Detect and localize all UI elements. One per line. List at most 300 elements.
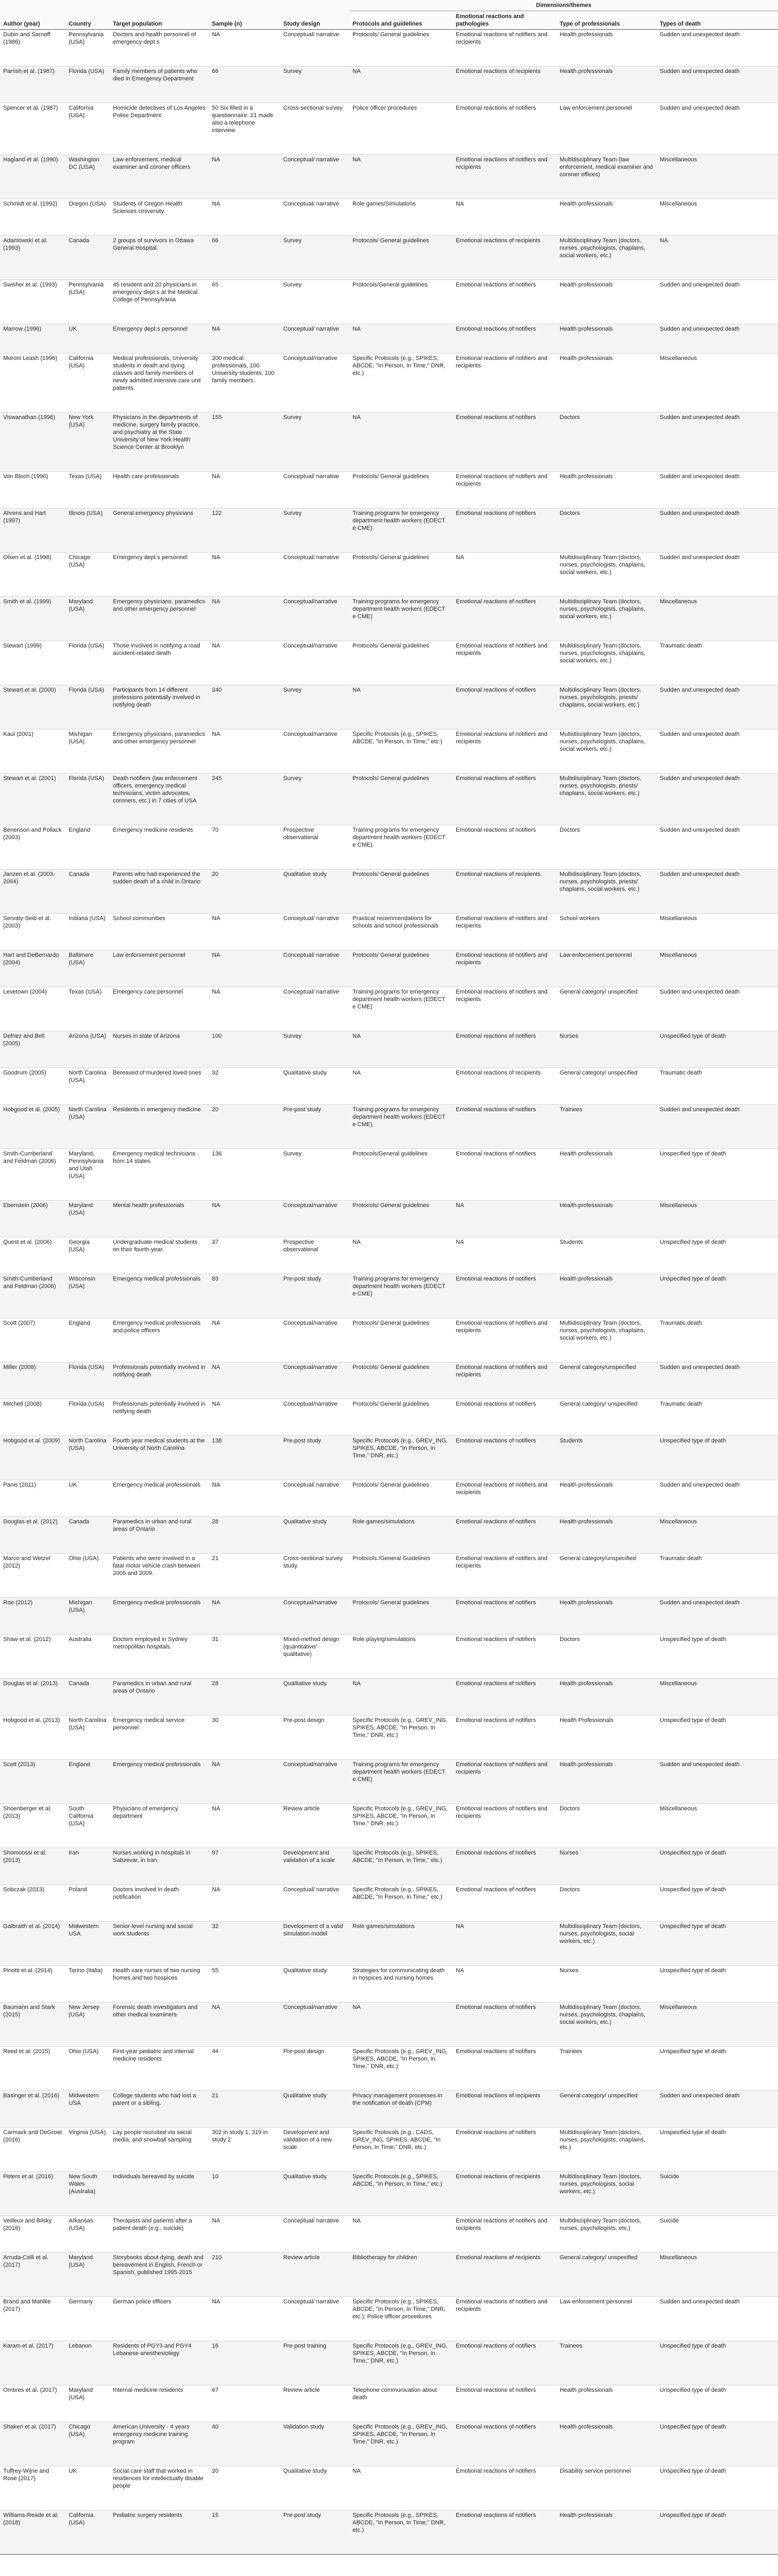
cell-protocols: NA xyxy=(349,155,453,199)
cell-protocols: Training programs for emergency department health workers (EDECT e CME) xyxy=(349,825,453,869)
cell-emotional: NA xyxy=(453,553,556,597)
cell-target-population: Health care nurses of two nursing homes and two hospices xyxy=(110,1966,209,2003)
cell-country: Maryland, Pennsylvania and Utah (USA) xyxy=(65,1149,110,1201)
cell-sample: NA xyxy=(209,914,280,950)
cell-country: New South Wales (Australia) xyxy=(65,2172,110,2216)
cell-death-type: Sudden and unexpected death xyxy=(657,413,778,472)
cell-country: Michigan (USA) xyxy=(65,1598,110,1635)
cell-professionals: Multidisciplinary Team (doctors, nurses, psychologists, chaplains, social workers, etc.) xyxy=(556,236,657,280)
cell-country: Georgia (USA) xyxy=(65,1237,110,1274)
cell-emotional: Emotional reactions of notifiers and recipients xyxy=(453,2216,556,2253)
cell-emotional: NA xyxy=(453,199,556,236)
cell-emotional: Emotional reactions of notifiers and recipients xyxy=(453,30,556,67)
cell-sample: 67 xyxy=(209,2385,280,2422)
cell-study-design: Review article xyxy=(280,2385,349,2422)
cell-sample: 28 xyxy=(209,1679,280,1716)
cell-death-type: Unspecified type of death xyxy=(657,2128,778,2172)
cell-professionals: Health professionals xyxy=(556,472,657,508)
cell-author: Marco and Wetzel (2012) xyxy=(0,1554,65,1598)
cell-professionals: Multidisciplinary Team (doctors, nurses, psychologists, chaplains, social workers, etc.) xyxy=(556,553,657,597)
cell-death-type: Sudden and unexpected death xyxy=(657,825,778,869)
cell-emotional: Emotional reactions of notifiers xyxy=(453,2003,556,2047)
cell-study-design: Survey xyxy=(280,774,349,825)
cell-study-design: Conceptual/ narrative xyxy=(280,1480,349,1517)
cell-sample: NA xyxy=(209,30,280,67)
cell-author: Miller (2008) xyxy=(0,1363,65,1399)
cell-emotional: Emotional reactions of notifiers and recipients xyxy=(453,155,556,199)
cell-protocols: Protocols /General Guidelines xyxy=(349,1554,453,1598)
table-row xyxy=(0,2216,778,2253)
cell-emotional: Emotional reactions of notifiers xyxy=(453,1149,556,1201)
table-row xyxy=(0,324,778,354)
cell-protocols: NA xyxy=(349,413,453,472)
cell-protocols: Specific Protocols (e.g., SPIKES, ABCDE, "In Person, In Time," etc.) xyxy=(349,729,453,774)
table-row xyxy=(0,685,778,729)
cell-author: Hart and DeBernardo (2004) xyxy=(0,950,65,987)
table-row xyxy=(0,2466,778,2511)
table-row xyxy=(0,1149,778,1201)
cell-author: Williams-Reade et al. (2018) xyxy=(0,2511,65,2555)
cell-protocols: Training programs for emergency department health workers (EDECT e CME) xyxy=(349,987,453,1031)
cell-emotional: Emotional reactions of recipients xyxy=(453,1068,556,1105)
cell-study-design: Validation study xyxy=(280,2422,349,2466)
cell-protocols: Role games/simulations xyxy=(349,1922,453,1966)
table-body xyxy=(0,30,778,2555)
cell-emotional: Emotional reactions of notifiers xyxy=(453,2511,556,2555)
cell-professionals: Health professionals xyxy=(556,2422,657,2466)
cell-study-design: Prospective observational xyxy=(280,825,349,869)
cell-protocols: Protocols/ General guidelines xyxy=(349,774,453,825)
cell-country: Florida (USA) xyxy=(65,1363,110,1399)
cell-country: Lebanon xyxy=(65,2341,110,2385)
cell-country: Iran xyxy=(65,1848,110,1885)
cell-death-type: Miscellaneous xyxy=(657,597,778,641)
cell-professionals: Health professionals xyxy=(556,324,657,354)
cell-author: Stewart (1999) xyxy=(0,641,65,685)
cell-study-design: Cross-sectional survey xyxy=(280,103,349,155)
cell-death-type: Sudden and unexpected death xyxy=(657,508,778,553)
cell-country: South California (USA) xyxy=(65,1804,110,1848)
cell-sample: 122 xyxy=(209,508,280,553)
cell-country: Florida (USA) xyxy=(65,685,110,729)
cell-author: Servaty-Seib et al. (2003) xyxy=(0,914,65,950)
cell-death-type: Sudden and unexpected death xyxy=(657,869,778,914)
cell-protocols: Specific Protocols (e.g., GREV_ING, SPIKES, ABCDE, "In Person, In Time," DNR, etc.) xyxy=(349,1436,453,1480)
cell-protocols: Protocols/ General guidelines xyxy=(349,869,453,914)
cell-target-population: American University - 4 years emergency medicine training program xyxy=(110,2422,209,2466)
cell-country: Maryland (USA) xyxy=(65,1201,110,1237)
cell-death-type: Unspecified type of death xyxy=(657,2511,778,2555)
cell-target-population: Law enforcement personnel xyxy=(110,950,209,987)
cell-emotional: Emotional reactions of notifiers xyxy=(453,324,556,354)
cell-professionals: Multidisciplinary Team (doctors, nurses, psychologists, social workers, etc.) xyxy=(556,1922,657,1966)
cell-protocols: NA xyxy=(349,2466,453,2511)
cell-author: Peters et al. (2016) xyxy=(0,2172,65,2216)
cell-death-type: Sudden and unexpected death xyxy=(657,1105,778,1149)
cell-professionals: Health professionals xyxy=(556,30,657,67)
cell-death-type: Miscellaneous xyxy=(657,1804,778,1848)
table-row xyxy=(0,641,778,685)
cell-author: Arruda-Colli et al. (2017) xyxy=(0,2253,65,2297)
cell-study-design: Qualitative study xyxy=(280,1966,349,2003)
cell-death-type: Suicide xyxy=(657,2172,778,2216)
cell-sample: NA xyxy=(209,1399,280,1436)
table-row xyxy=(0,1237,778,1274)
cell-sample: NA xyxy=(209,2297,280,2341)
cell-target-population: Emergency physicians, paramedics and other emergency personnel xyxy=(110,597,209,641)
cell-death-type: Sudden and unexpected death xyxy=(657,472,778,508)
cell-death-type: Sudden and unexpected death xyxy=(657,987,778,1031)
cell-death-type: Miscellaneous xyxy=(657,354,778,413)
cell-professionals: Multidisciplinary Team (doctors, nurses, psychologists, chaplains, social workers, etc.) xyxy=(556,2003,657,2047)
cell-target-population: Emergency medical service personnel xyxy=(110,1716,209,1760)
cell-country: Ohio (USA) xyxy=(65,2047,110,2091)
cell-emotional: Emotional reactions of notifiers xyxy=(453,2128,556,2172)
cell-sample: NA xyxy=(209,950,280,987)
table-row xyxy=(0,1635,778,1679)
cell-author: Swisher et al. (1993) xyxy=(0,280,65,324)
cell-country: Ohio (USA) xyxy=(65,1554,110,1598)
cell-author: Kaul (2001) xyxy=(0,729,65,774)
cell-sample: 55 xyxy=(209,1966,280,2003)
cell-country: Chicago (USA) xyxy=(65,2422,110,2466)
cell-target-population: 45 resident and 20 physicians in emergency dept.s at the Medical College of Pennsylvania xyxy=(110,280,209,324)
cell-author: Sobczak (2013) xyxy=(0,1885,65,1922)
cell-country: Virginia (USA) xyxy=(65,2128,110,2172)
cell-sample: 302 in study 1; 319 in study 2 xyxy=(209,2128,280,2172)
cell-protocols: Specific Protocols (e.g., GREV_ING, SPIKES, ABCDE, "In Person, In Time," DNR, etc.) xyxy=(349,1716,453,1760)
cell-professionals: General category/ unspecified xyxy=(556,2253,657,2297)
cell-emotional: Emotional reactions of recipients xyxy=(453,2172,556,2216)
cell-study-design: Pre-post study xyxy=(280,1105,349,1149)
cell-professionals: Health professionals xyxy=(556,67,657,103)
cell-author: Moroni Leash (1996) xyxy=(0,354,65,413)
table-row xyxy=(0,1598,778,1635)
table-row xyxy=(0,30,778,67)
cell-country: Indiana (USA) xyxy=(65,914,110,950)
cell-study-design: Conceptual/narrative xyxy=(280,354,349,413)
cell-country: California (USA) xyxy=(65,2511,110,2555)
cell-emotional: Emotional reactions of notifiers xyxy=(453,508,556,553)
cell-emotional: Emotional reactions of notifiers xyxy=(453,280,556,324)
table-row xyxy=(0,103,778,155)
cell-sample: 155 xyxy=(209,413,280,472)
cell-target-population: Senior-level nursing and social work students xyxy=(110,1922,209,1966)
cell-country: Florida (USA) xyxy=(65,641,110,685)
cell-emotional: Emotional reactions of notifiers and recipients xyxy=(453,1480,556,1517)
cell-sample: NA xyxy=(209,987,280,1031)
table-row xyxy=(0,950,778,987)
cell-study-design: Review article xyxy=(280,1804,349,1848)
cell-emotional: Emotional reactions of notifiers xyxy=(453,1885,556,1922)
header-country: Country xyxy=(65,0,110,30)
cell-study-design: Conceptual/narrative xyxy=(280,597,349,641)
cell-author: Shoenberger et al. (2013) xyxy=(0,1804,65,1848)
cell-author: Carmack and DeGroot (2016) xyxy=(0,2128,65,2172)
cell-sample: 32 xyxy=(209,1922,280,1966)
cell-study-design: Qualitative study xyxy=(280,2091,349,2128)
cell-author: Stewart et al. (2001) xyxy=(0,774,65,825)
cell-study-design: Pre-post training xyxy=(280,2341,349,2385)
table-row xyxy=(0,2341,778,2385)
cell-protocols: Telephone communication about death xyxy=(349,2385,453,2422)
cell-death-type: Sudden and unexpected death xyxy=(657,729,778,774)
cell-death-type: NA xyxy=(657,236,778,280)
cell-emotional: Emotional reactions of notifiers xyxy=(453,2466,556,2511)
cell-emotional: NA xyxy=(453,1237,556,1274)
cell-sample: NA xyxy=(209,324,280,354)
table-row xyxy=(0,155,778,199)
cell-professionals: Nurses xyxy=(556,1031,657,1068)
cell-study-design: Conceptual/ narrative xyxy=(280,987,349,1031)
cell-author: Karam et al. (2017) xyxy=(0,2341,65,2385)
cell-author: Benenson and Pollack (2003) xyxy=(0,825,65,869)
cell-emotional: Emotional reactions of recipients xyxy=(453,67,556,103)
table-row xyxy=(0,1679,778,1716)
cell-target-population: School communities xyxy=(110,914,209,950)
cell-protocols: Specific Protocols (e.g., GREV_ING, SPIKES, ABCDE, "In Person, In Time," DNR, etc.) xyxy=(349,2047,453,2091)
cell-target-population: Social care staff that worked in residences for intellectually disable people xyxy=(110,2466,209,2511)
cell-author: Panis (2011) xyxy=(0,1480,65,1517)
cell-target-population: Those involved in notifying a road accident-related death xyxy=(110,641,209,685)
cell-study-design: Survey xyxy=(280,413,349,472)
table-row xyxy=(0,869,778,914)
cell-death-type: Unspecified type of death xyxy=(657,2422,778,2466)
table-row xyxy=(0,199,778,236)
cell-sample: NA xyxy=(209,155,280,199)
cell-country: Pennsylvania (USA) xyxy=(65,280,110,324)
cell-professionals: Health professionals xyxy=(556,199,657,236)
table-row xyxy=(0,1760,778,1804)
cell-emotional: Emotional reactions of notifiers xyxy=(453,103,556,155)
cell-target-population: Emergency medical professionals xyxy=(110,1598,209,1635)
cell-author: Douglas et al. (2012) xyxy=(0,1517,65,1554)
table-row xyxy=(0,1274,778,1318)
cell-professionals: Multidisciplinary Team (doctors, nurses, psychologists, chaplains, social workers, etc.) xyxy=(556,729,657,774)
table-row xyxy=(0,1436,778,1480)
cell-author: Galbraith et al. (2014) xyxy=(0,1922,65,1966)
cell-death-type: Sudden and unexpected death xyxy=(657,1598,778,1635)
cell-study-design: Conceptual/ narrative xyxy=(280,472,349,508)
cell-professionals: Health professionals xyxy=(556,354,657,413)
cell-protocols: Training programs for emergency department health workers (EDECT e CME) xyxy=(349,597,453,641)
cell-author: Hobgood et al. (2013) xyxy=(0,1716,65,1760)
cell-protocols: NA xyxy=(349,324,453,354)
cell-author: Defriez and Bell (2005) xyxy=(0,1031,65,1068)
cell-protocols: NA xyxy=(349,2216,453,2253)
cell-death-type: Miscellaneous xyxy=(657,914,778,950)
cell-study-design: Qualitative study xyxy=(280,1068,349,1105)
cell-study-design: Development of a valid simulation model xyxy=(280,1922,349,1966)
cell-sample: NA xyxy=(209,1885,280,1922)
cell-study-design: Survey xyxy=(280,685,349,729)
cell-sample: NA xyxy=(209,1598,280,1635)
cell-target-population: Patients who were involved in a fatal motor vehicle crash between 2005 and 2009. xyxy=(110,1554,209,1598)
cell-death-type: Unspecified type of death xyxy=(657,1716,778,1760)
cell-emotional: Emotional reactions of notifiers xyxy=(453,1399,556,1436)
cell-sample: 31 xyxy=(209,1635,280,1679)
table-row xyxy=(0,1716,778,1760)
cell-target-population: Health care professionals xyxy=(110,472,209,508)
header-death-types: Types of death xyxy=(657,11,778,30)
cell-sample: 20 xyxy=(209,1105,280,1149)
cell-study-design: Pre-post study xyxy=(280,1274,349,1318)
cell-sample: NA xyxy=(209,2003,280,2047)
cell-country: Arizona (USA) xyxy=(65,1031,110,1068)
cell-country: England xyxy=(65,825,110,869)
cell-death-type: Unspecified type of death xyxy=(657,1966,778,2003)
cell-country: North Carolina (USA) xyxy=(65,1716,110,1760)
cell-target-population: General emergency physicians xyxy=(110,508,209,553)
cell-professionals: Nurses xyxy=(556,1966,657,2003)
cell-author: Spencer et al. (1987) xyxy=(0,103,65,155)
cell-professionals: Trainees xyxy=(556,2341,657,2385)
table-row xyxy=(0,914,778,950)
table-row xyxy=(0,280,778,324)
cell-sample: 21 xyxy=(209,1554,280,1598)
cell-author: Ebenstein (2006) xyxy=(0,1201,65,1237)
cell-death-type: Unspecified type of death xyxy=(657,1922,778,1966)
cell-sample: 21 xyxy=(209,2091,280,2128)
cell-author: Stewart et al. (2000) xyxy=(0,685,65,729)
cell-emotional: Emotional reactions of notifiers and recipients xyxy=(453,641,556,685)
cell-sample: NA xyxy=(209,199,280,236)
cell-emotional: Emotional reactions of notifiers xyxy=(453,413,556,472)
cell-country: New York (USA) xyxy=(65,413,110,472)
cell-author: Dubin and Sarnoff (1986) xyxy=(0,30,65,67)
cell-death-type: Unspecified type of death xyxy=(657,2466,778,2511)
cell-professionals: General category/ unspecified xyxy=(556,2091,657,2128)
cell-death-type: Suicide xyxy=(657,2216,778,2253)
cell-sample: 37 xyxy=(209,1237,280,1274)
cell-study-design: Survey xyxy=(280,508,349,553)
cell-sample: 66 xyxy=(209,236,280,280)
cell-protocols: Role playing/simulations xyxy=(349,1635,453,1679)
table-row xyxy=(0,597,778,641)
table-row xyxy=(0,2385,778,2422)
table-row xyxy=(0,1105,778,1149)
cell-target-population: Bereaved of murdered loved ones xyxy=(110,1068,209,1105)
cell-sample: 15 xyxy=(209,2511,280,2555)
cell-study-design: Survey xyxy=(280,1149,349,1201)
cell-protocols: Protocols/General guidelines xyxy=(349,280,453,324)
cell-protocols: Protocols/ General guidelines xyxy=(349,1399,453,1436)
cell-professionals: Multidisciplinary Team (doctors, nurses, psychologists, priests/ chaplains, social workers, etc.) xyxy=(556,774,657,825)
cell-professionals: Health professionals xyxy=(556,1679,657,1716)
table-row xyxy=(0,987,778,1031)
cell-author: Hobgood et al. (2005) xyxy=(0,1105,65,1149)
table-row xyxy=(0,1885,778,1922)
cell-sample: NA xyxy=(209,472,280,508)
cell-protocols: Specific Protocols (e.g., SPIKES, ABCDE, "In Person, In Time," etc.) xyxy=(349,2172,453,2216)
cell-sample: 65 xyxy=(209,280,280,324)
cell-study-design: Pre-post design xyxy=(280,2047,349,2091)
cell-target-population: Participants from 14 different professions potentially involved in notifying death xyxy=(110,685,209,729)
cell-author: Levetown (2004) xyxy=(0,987,65,1031)
cell-professionals: General category/ unspecified xyxy=(556,987,657,1031)
cell-protocols: Protocols/ General guidelines xyxy=(349,1363,453,1399)
table-row xyxy=(0,1031,778,1068)
cell-professionals: Doctors xyxy=(556,1635,657,1679)
cell-target-population: Emergency physicians, paramedics and other emergency personnel xyxy=(110,729,209,774)
cell-target-population: Doctors employed in Sydney metropolitan hospitals. xyxy=(110,1635,209,1679)
cell-sample: 30 xyxy=(209,1716,280,1760)
cell-professionals: Law enforcement personnel xyxy=(556,2297,657,2341)
cell-sample: 245 xyxy=(209,774,280,825)
cell-professionals: General category/ unspecified xyxy=(556,1399,657,1436)
cell-death-type: Sudden and unexpected death xyxy=(657,324,778,354)
cell-protocols: Specific Protocols (e.g., SPIKES, ABCDE, "In Person, In Time," etc.) xyxy=(349,1885,453,1922)
cell-protocols: NA xyxy=(349,67,453,103)
cell-sample: 44 xyxy=(209,2047,280,2091)
cell-sample: 40 xyxy=(209,2422,280,2466)
cell-country: Torino (Italia) xyxy=(65,1966,110,2003)
cell-professionals: Doctors xyxy=(556,1804,657,1848)
cell-study-design: Conceptual/ narrative xyxy=(280,30,349,67)
cell-target-population: Emergency medical professionals and police officers xyxy=(110,1318,209,1363)
cell-author: Roe (2012) xyxy=(0,1598,65,1635)
cell-study-design: Qualitative study xyxy=(280,1679,349,1716)
cell-protocols: Protocols/ General guidelines xyxy=(349,472,453,508)
header-study-design: Study design xyxy=(280,0,349,30)
cell-author: Shomoossi et al. (2013) xyxy=(0,1848,65,1885)
header-dimensions-group: Dimensions/themes xyxy=(349,0,778,11)
cell-professionals: Multidisciplinary Team (doctors, nurses, psychologists, chaplains, social workers, etc.) xyxy=(556,1318,657,1363)
cell-professionals: Health professionals xyxy=(556,280,657,324)
cell-protocols: Role games/Simulations xyxy=(349,199,453,236)
cell-protocols: Training programs for emergency department health workers (EDECT e CME) xyxy=(349,1105,453,1149)
cell-author: Shaw et al. (2012) xyxy=(0,1635,65,1679)
cell-target-population: Emergency medical technicians from 14 states. xyxy=(110,1149,209,1201)
cell-country: Oregon (USA) xyxy=(65,199,110,236)
cell-protocols: Protocols/General guidelines xyxy=(349,1149,453,1201)
cell-professionals: Disability service personnel xyxy=(556,2466,657,2511)
cell-emotional: Emotional reactions of recipients xyxy=(453,236,556,280)
cell-target-population: Emergency dept.s personnel xyxy=(110,553,209,597)
cell-professionals: Health professionals xyxy=(556,1517,657,1554)
cell-protocols: Specific Protocols (e.g., SPIKES, ABCDE, "In Person, In Time," DNR, etc.) xyxy=(349,2511,453,2555)
cell-protocols: NA xyxy=(349,1068,453,1105)
table-row xyxy=(0,1399,778,1436)
cell-sample: NA xyxy=(209,553,280,597)
cell-author: Smith et al. (1999) xyxy=(0,597,65,641)
cell-death-type: Unspecified type of death xyxy=(657,1635,778,1679)
header-professionals: Type of professionals xyxy=(556,11,657,30)
cell-professionals: Health professionals xyxy=(556,1598,657,1635)
cell-protocols: Role games/simulations xyxy=(349,1517,453,1554)
cell-emotional: Emotional reactions of notifiers xyxy=(453,1716,556,1760)
cell-target-population: Forensic death investigators and other medical examiners xyxy=(110,2003,209,2047)
cell-protocols: Specific Protocols (e.g., CADS, GREV_ING, SPIKES, ABCDE, "In Person, In Time," DNR, etc.) xyxy=(349,2128,453,2172)
cell-country: Florida (USA) xyxy=(65,1399,110,1436)
cell-protocols: Protocols/ General guidelines xyxy=(349,950,453,987)
cell-target-population: Emergency medical professionals xyxy=(110,1760,209,1804)
cell-professionals: Multidisciplinary Team (doctors, nurses, psychologists, priests/ chaplains, social workers, etc.) xyxy=(556,685,657,729)
cell-study-design: Qualitative study xyxy=(280,2466,349,2511)
cell-country: Canada xyxy=(65,1517,110,1554)
cell-study-design: Review article xyxy=(280,2253,349,2297)
cell-sample: 200 medical professionals, 100 University students, 100 family members. xyxy=(209,354,280,413)
cell-country: North Carolina (USA) xyxy=(65,1105,110,1149)
cell-target-population: Paramedics in urban and rural areas of Ontario xyxy=(110,1679,209,1716)
cell-death-type: Traumatic death xyxy=(657,1399,778,1436)
cell-target-population: Professionals potentially involved in notifying death xyxy=(110,1363,209,1399)
table-row xyxy=(0,2422,778,2466)
cell-professionals: Health professionals xyxy=(556,1149,657,1201)
cell-author: Reed et al. (2015) xyxy=(0,2047,65,2091)
cell-death-type: Miscellaneous xyxy=(657,2253,778,2297)
cell-study-design: Conceptual/ narrative xyxy=(280,950,349,987)
